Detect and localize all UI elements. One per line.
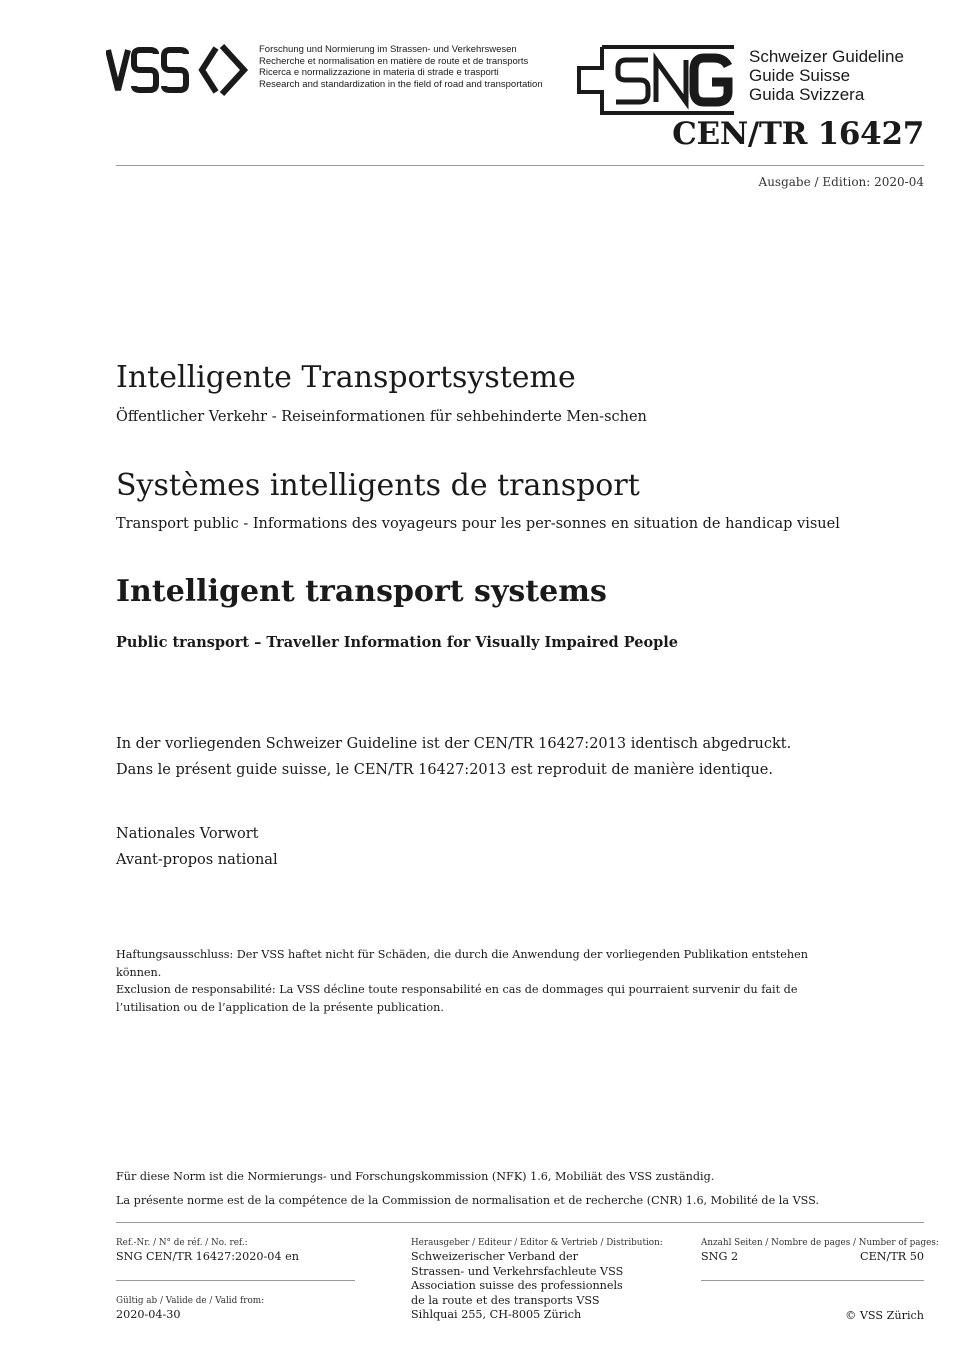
note-french: Dans le présent guide suisse, le CEN/TR 16427:2013 est reproduit de manière identique. xyxy=(116,762,773,778)
tagline-line: Forschung und Normierung im Strassen- und Verkehrswesen xyxy=(259,44,517,55)
title-french: Systèmes intelligents de transport xyxy=(116,468,640,503)
publisher-line: Strassen- und Verkehrsfachleute VSS xyxy=(411,1264,624,1278)
header-divider xyxy=(116,165,924,166)
sng-logo xyxy=(576,44,734,116)
page-count-label: Anzahl Seiten / Nombre de pages / Number of pages: xyxy=(701,1238,939,1248)
tagline-line: Research and standardization in the field of road and transportation xyxy=(259,78,543,90)
publisher-label: Herausgeber / Editeur / Editor & Vertrieb / Distribution: xyxy=(411,1238,663,1248)
reference-divider xyxy=(116,1280,355,1281)
subtitle-french: Transport public - Informations des voyageurs pour les per-sonnes en situation de handicap visuel xyxy=(116,516,840,532)
publisher-line: de la route et des transports VSS xyxy=(411,1293,600,1307)
subtitle-english: Public transport – Traveller Information for Visually Impaired People xyxy=(116,634,679,651)
sng-name-it: Guida Svizzera xyxy=(749,85,865,104)
copyright: © VSS Zürich xyxy=(845,1309,924,1322)
sng-names xyxy=(749,47,904,104)
sng-name-fr: Guide Suisse xyxy=(749,66,851,85)
reference-label: Ref.-Nr. / N° de réf. / No. ref.: xyxy=(116,1238,248,1248)
title-english: Intelligent transport systems xyxy=(116,574,607,609)
valid-from-label: Gültig ab / Valide de / Valid from: xyxy=(116,1296,265,1306)
disclaimer-german: Haftungsausschluss: Der VSS haftet nicht für Schäden, die durch die Anwendung der vorliegenden Publikation entstehen können. xyxy=(116,948,808,979)
page-count-sng: SNG 2 xyxy=(701,1250,739,1263)
edition-date: Ausgabe / Edition: 2020-04 xyxy=(758,175,924,189)
vss-logo xyxy=(106,42,252,98)
vss-tagline xyxy=(259,44,543,90)
publisher-line: Association suisse des professionnels xyxy=(411,1279,623,1292)
subtitle-german: Öffentlicher Verkehr - Reiseinformationen für sehbehinderte Men-schen xyxy=(116,409,647,425)
valid-from-date: 2020-04-30 xyxy=(116,1308,181,1321)
page-count-cen: CEN/TR 50 xyxy=(860,1250,924,1263)
disclaimer xyxy=(116,946,856,1016)
note-german: In der vorliegenden Schweizer Guideline ist der CEN/TR 16427:2013 identisch abgedruckt. xyxy=(116,736,792,752)
sng-name-de: Schweizer Guideline xyxy=(749,47,904,66)
disclaimer-french: Exclusion de responsabilité: La VSS décline toute responsabilité en cas de dommages qui pourraient survenir du fait de l’utilisation ou de l’application de la présente publication. xyxy=(116,983,798,1014)
foreword-french: Avant-propos national xyxy=(116,852,278,868)
publisher-line: Sihlquai 255, CH-8005 Zürich xyxy=(411,1308,582,1321)
foreword-german: Nationales Vorwort xyxy=(116,826,259,842)
norm-responsibility-german: Für diese Norm ist die Normierungs- und Forschungskommission (NFK) 1.6, Mobiliät des VSS zuständig. xyxy=(116,1170,715,1183)
reference-number: SNG CEN/TR 16427:2020-04 en xyxy=(116,1250,299,1263)
tagline-line: Ricerca e normalizzazione in materia di strade e trasporti xyxy=(259,67,499,79)
document-number: CEN/TR 16427 xyxy=(672,116,924,152)
vss-logo-text: VSS xyxy=(106,42,109,43)
title-german: Intelligente Transportsysteme xyxy=(116,360,576,395)
publisher-line: Schweizerischer Verband der xyxy=(411,1250,578,1263)
tagline-line: Recherche et normalisation en matière de route et de transports xyxy=(259,55,529,67)
norm-responsibility-french: La présente norme est de la compétence de la Commission de normalisation et de recherche (CNR) 1.6, Mobilité de la VSS. xyxy=(116,1194,819,1207)
publisher-address xyxy=(411,1250,623,1323)
sng-logo-text: SNG xyxy=(576,44,579,45)
footer-divider xyxy=(116,1222,924,1223)
page-count-divider xyxy=(701,1280,924,1281)
